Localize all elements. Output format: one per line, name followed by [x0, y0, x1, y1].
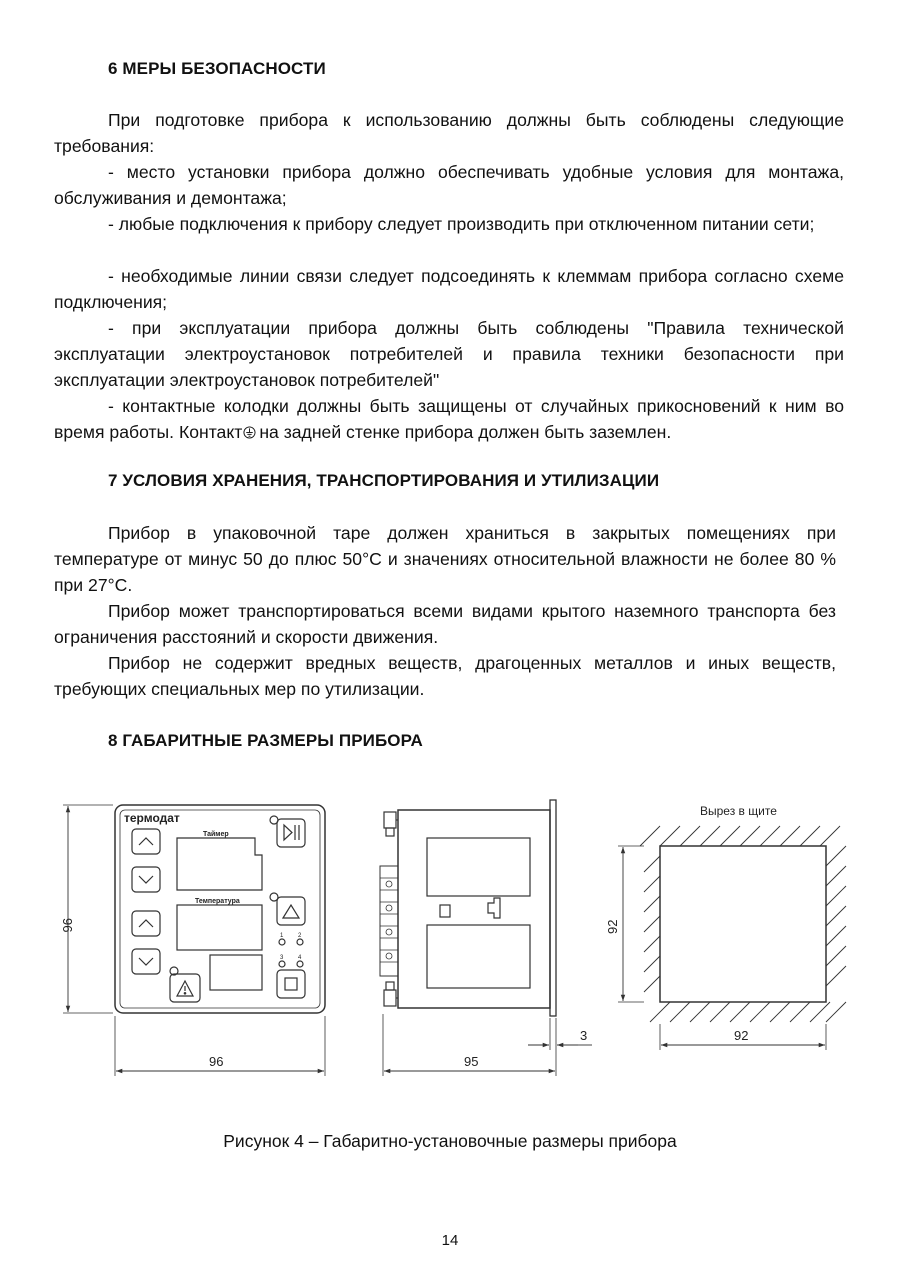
item-5-text-end: на задней стенке прибора должен быть заземлен.: [259, 422, 672, 442]
side-view-labels: [464, 1028, 587, 1069]
timer-display-label: Таймер: [203, 831, 229, 838]
led-2-label: 2: [298, 933, 302, 939]
front-width-dimension: 96: [209, 1054, 224, 1069]
section-6-item-1: - место установки прибора должно обеспечивать удобные условия для монтажа, обслуживания и демонтажа;: [54, 162, 844, 208]
section-6-intro: При подготовке прибора к использованию должны быть соблюдены следующие требования:: [54, 110, 844, 156]
section-6-item-3: - необходимые линии связи следует подсоединять к клеммам прибора согласно схеме подключения;: [54, 266, 844, 312]
cutout-width-dimension: 92: [734, 1028, 749, 1043]
device-logo: термодат: [124, 811, 180, 825]
front-view: [63, 805, 325, 1076]
section-7-heading: 7 УСЛОВИЯ ХРАНЕНИЯ, ТРАНСПОРТИРОВАНИЯ И УТИЛИЗАЦИИ: [108, 471, 660, 490]
side-view: [380, 800, 592, 1076]
page-number: 14: [441, 1232, 459, 1249]
led-4-label: 4: [298, 955, 302, 961]
section-7-paragraph-1: Прибор в упаковочной таре должен храниться в закрытых помещениях при температуре от минус 50 до плюс 50°С и значениях относительной влажности не более 80 % при 27°С.: [54, 523, 836, 595]
side-panel-dimension: 3: [580, 1028, 588, 1043]
cutout-title: Вырез в щите: [700, 804, 777, 818]
item-5-text-start: - контактные колодки должны быть защищены от случайных прикосновений к ним во время работы. Контакт: [54, 396, 844, 442]
temperature-display-label: Температура: [195, 898, 240, 905]
cutout-height-dimension: 92: [605, 919, 620, 934]
section-6-item-2: - любые подключения к прибору следует производить при отключенном питании сети;: [108, 214, 815, 234]
front-height-dimension: 96: [60, 918, 75, 933]
led-3-label: 3: [280, 955, 284, 961]
section-6-heading: 6 МЕРЫ БЕЗОПАСНОСТИ: [108, 59, 326, 78]
dimensions-figure: [0, 770, 900, 1090]
led-1-label: 1: [280, 933, 284, 939]
side-depth-dimension: 95: [464, 1054, 479, 1069]
panel-cutout-view: [618, 826, 846, 1050]
figure-caption: Рисунок 4 – Габаритно-установочные размеры прибора: [223, 1131, 677, 1151]
section-6-item-5: [54, 393, 844, 445]
ground-icon: [243, 426, 256, 439]
section-7-paragraph-2: Прибор может транспортироваться всеми видами крытого наземного транспорта без ограничения расстояний и скорости движения.: [54, 601, 836, 647]
panel-cutout-labels: [605, 804, 777, 1043]
section-8-heading: 8 ГАБАРИТНЫЕ РАЗМЕРЫ ПРИБОРА: [108, 731, 423, 750]
front-view-labels: [60, 811, 302, 1069]
section-7-paragraph-3: Прибор не содержит вредных веществ, драгоценных металлов и иных веществ, требующих специальных мер по утилизации.: [54, 653, 836, 699]
section-6-item-4: - при эксплуатации прибора должны быть соблюдены "Правила технической эксплуатации электроустановок потребителей и правила техники безопасности при эксплуатации электроустановок потребителей": [54, 318, 844, 390]
